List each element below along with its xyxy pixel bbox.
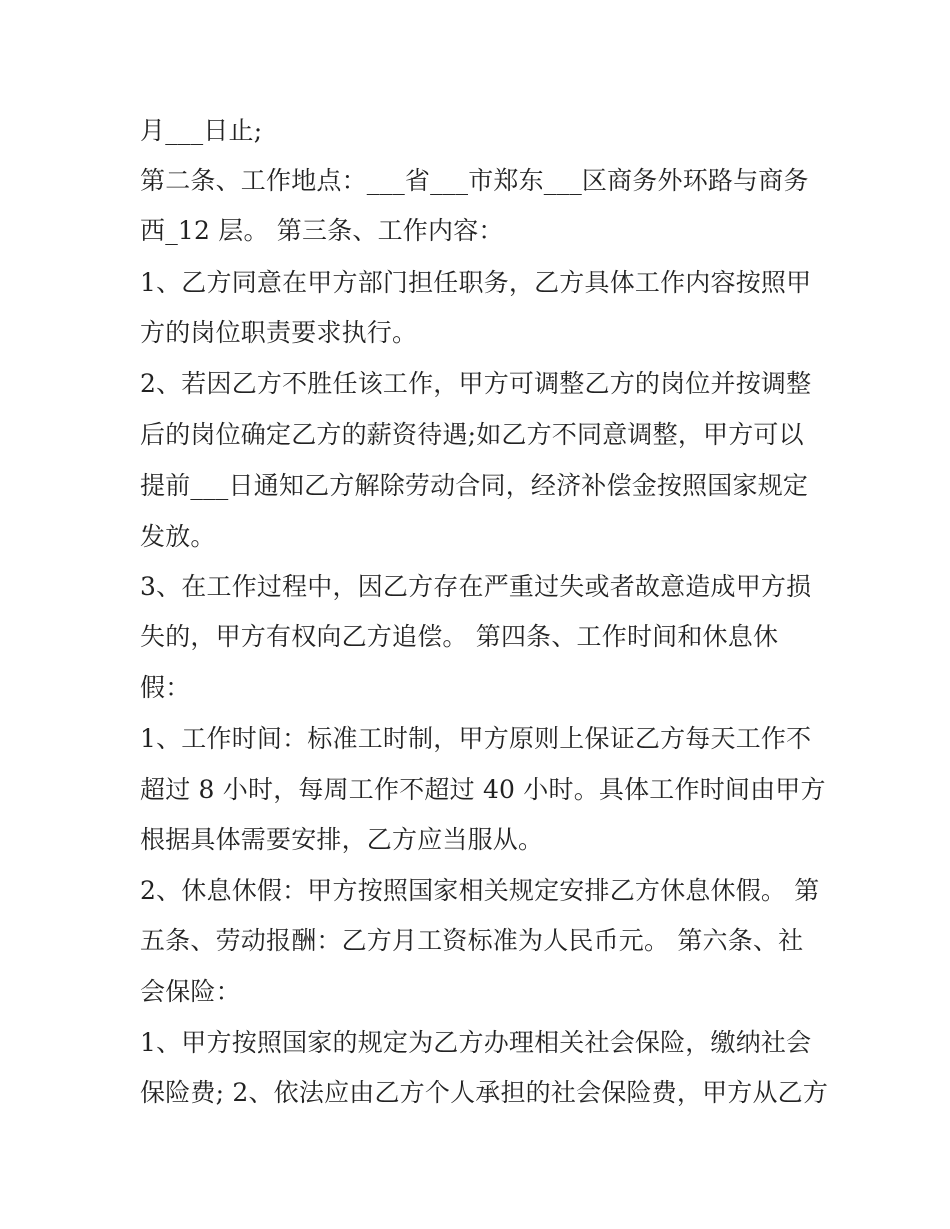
text-line: 3、在工作过程中，因乙方存在严重过失或者故意造成甲方损 bbox=[140, 572, 812, 601]
text-line: 后的岗位确定乙方的薪资待遇;如乙方不同意调整，甲方可以 bbox=[140, 420, 804, 449]
text-line: 保险费; 2、依法应由乙方个人承担的社会保险费，甲方从乙方 bbox=[140, 1078, 829, 1107]
text-line: 2、休息休假：甲方按照国家相关规定安排乙方休息休假。 第 bbox=[140, 876, 820, 905]
text-line: 假： bbox=[140, 673, 191, 702]
text-line: 第二条、工作地点：___省___市郑东___区商务外环路与商务 bbox=[140, 166, 809, 195]
text-line: 1、甲方按照国家的规定为乙方办理相关社会保险，缴纳社会 bbox=[140, 1028, 812, 1057]
text-line: 五条、劳动报酬：乙方月工资标准为人民币元。 第六条、社 bbox=[140, 926, 804, 955]
text-line: 方的岗位职责要求执行。 bbox=[140, 318, 418, 347]
text-line: 发放。 bbox=[140, 522, 216, 551]
text-line: 1、工作时间：标准工时制，甲方原则上保证乙方每天工作不 bbox=[140, 724, 812, 753]
text-line: 2、若因乙方不胜任该工作，甲方可调整乙方的岗位并按调整 bbox=[140, 369, 812, 398]
text-line: 超过 8 小时，每周工作不超过 40 小时。具体工作时间由甲方 bbox=[140, 775, 826, 804]
text-line: 月___日止; bbox=[140, 116, 263, 145]
text-line: 失的，甲方有权向乙方追偿。 第四条、工作时间和休息休 bbox=[140, 622, 779, 651]
text-line: 1、乙方同意在甲方部门担任职务，乙方具体工作内容按照甲 bbox=[140, 268, 812, 297]
text-line: 根据具体需要安排，乙方应当服从。 bbox=[140, 825, 544, 854]
text-line: 西_12 层。 第三条、工作内容： bbox=[140, 216, 504, 245]
text-line: 会保险： bbox=[140, 977, 241, 1006]
text-line: 提前___日通知乙方解除劳动合同，经济补偿金按照国家规定 bbox=[140, 471, 809, 500]
